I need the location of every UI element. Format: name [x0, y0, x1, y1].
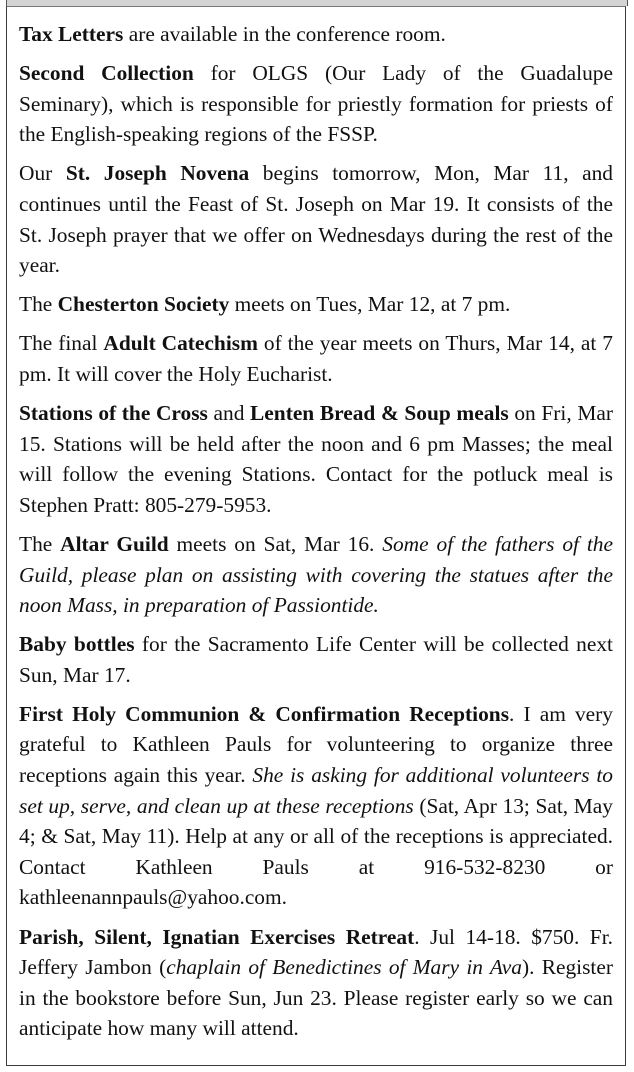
announcement-text: of the year meets on Thurs, Mar 14, at 7 pm. It will cover the Holy Eucharist.: [19, 331, 613, 386]
announcement-second-collection: [19, 58, 613, 150]
announcement-text: . Jul 14-18. $750. Fr. Jeffery Jambon (: [19, 924, 613, 980]
announcement-text: Our: [19, 161, 66, 186]
announcement-adult-catechism: [19, 328, 613, 389]
announcement-text: and: [207, 401, 251, 426]
announcement-st-joseph-novena: [19, 158, 613, 280]
announcement-heading: Stations of the Cross: [19, 401, 208, 426]
announcement-text: meets on Tues, Mar 12, at 7 pm.: [229, 292, 511, 317]
announcement-stations-of-the-cross: [19, 398, 613, 520]
announcement-text: begins tomorrow, Mon, Mar 11, and continues until the Feast of St. Joseph on Mar 19. It consists of the St. Joseph prayer that we offer on Wednesdays during the rest of the year.: [19, 161, 613, 278]
announcement-heading: Adult Catechism: [103, 331, 258, 356]
announcement-heading: Tax Letters: [19, 22, 124, 46]
announcement-heading: Altar Guild: [60, 531, 169, 556]
announcement-text: The final: [19, 331, 104, 356]
announcement-heading: Lenten Bread & Soup meals: [250, 401, 509, 426]
announcement-text: for the Sacramento Life Center will be collected next Sun, Mar 17.: [19, 632, 613, 687]
announcement-text: are available in the conference room.: [123, 22, 446, 46]
announcement-heading: Baby bottles: [19, 632, 135, 657]
announcement-tax-letters: [19, 19, 613, 50]
announcement-first-communion-receptions: [19, 699, 613, 913]
announcement-text: (Sat, Apr 13; Sat, May 4; & Sat, May 11). Help at any or all of the receptions is appreciated. Contact Kathleen Pauls at 916-532-8230 or kathleenannpauls@yahoo.com.: [19, 793, 613, 910]
announcement-text: The: [19, 292, 58, 317]
announcement-heading: Chesterton Society: [57, 292, 230, 317]
announcement-heading: Second Collection: [19, 61, 194, 86]
announcement-heading: First Holy Communion & Confirmation Receptions: [19, 701, 510, 726]
announcement-text: meets on Sat, Mar 16.: [168, 531, 383, 556]
announcement-italic-text: Some of the fathers of the Guild, please plan on assisting with covering the statues after the noon Mass, in preparation of Passiontide.: [19, 531, 613, 618]
announcement-text: for OLGS (Our Lady of the Guadalupe Seminary), which is responsible for priestly formation for priests of the English-speaking regions of the FSSP.: [19, 61, 613, 147]
announcement-altar-guild: [19, 529, 613, 621]
announcement-ignatian-retreat: [19, 922, 613, 1044]
announcement-text: . I am very grateful to Kathleen Pauls for volunteering to organize three receptions again this year.: [19, 701, 614, 788]
announcement-chesterton-society: [19, 289, 613, 320]
announcement-baby-bottles: [19, 629, 613, 690]
announcement-italic-text: She is asking for additional volunteers to set up, serve, and clean up at these receptions: [19, 763, 613, 818]
announcement-italic-text: chaplain of Benedictines of Mary in Ava: [166, 955, 522, 980]
announcement-text: on Fri, Mar 15. Stations will be held after the noon and 6 pm Masses; the meal will follow the evening Stations. Contact for the potluck meal is Stephen Pratt: 805-279-5953.: [19, 401, 613, 517]
announcements-box: [6, 6, 626, 1066]
announcement-heading: St. Joseph Novena: [65, 161, 250, 186]
announcement-text: The: [19, 531, 61, 556]
announcement-heading: Parish, Silent, Ignatian Exercises Retreat: [19, 924, 415, 949]
announcement-text: ). Register in the bookstore before Sun, Jun 23. Please register early so we can anticipate how many will attend.: [19, 955, 613, 1041]
